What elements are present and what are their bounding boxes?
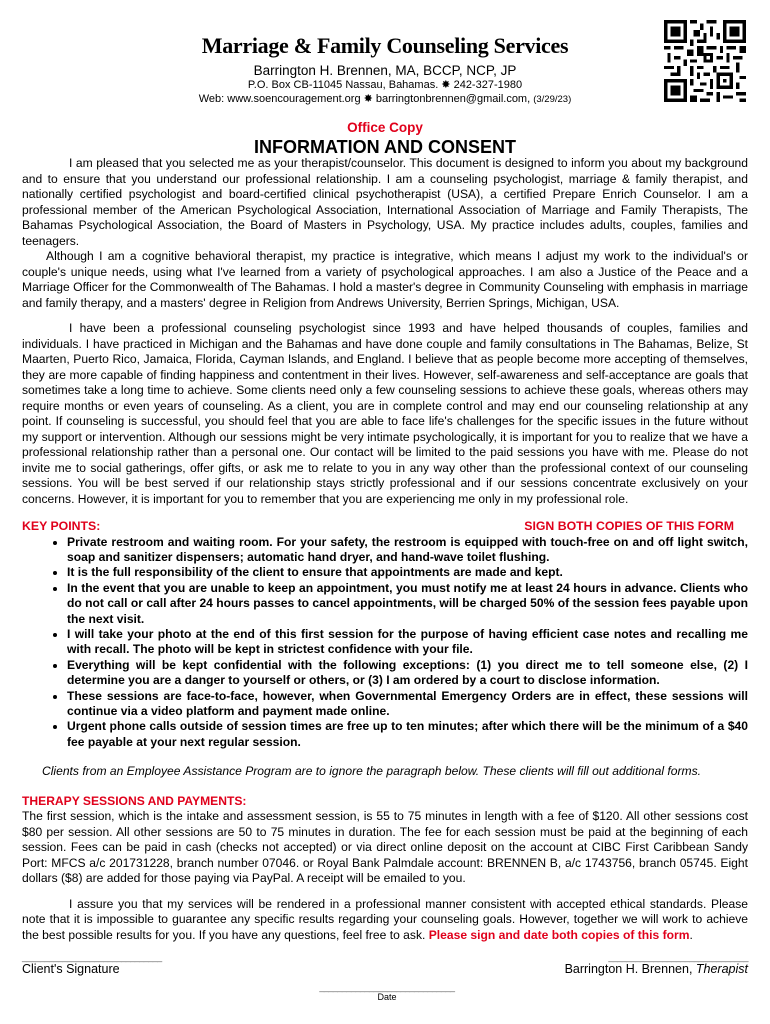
therapist-signature-label: [565, 962, 748, 976]
qr-code-icon: [664, 20, 746, 102]
closing-paragraph: [22, 897, 748, 944]
eap-note: Clients from an Employee Assistance Program are to ignore the paragraph below. These clients will fill out additional forms.: [42, 764, 701, 779]
list-item: • Private restroom and waiting room. For your safety, the restroom is equipped with touch-free on and off light switch, soap and sanitizer dispensers; automatic hand dryer, and hand-wave toilet flushing.: [67, 535, 748, 566]
client-signature-label: Client's Signature: [22, 962, 120, 976]
consent-form-page: [22, 0, 748, 1002]
list-item: • It is the full responsibility of the client to ensure that appointments are made and kept.: [67, 565, 748, 580]
date-label: Date: [377, 992, 397, 1002]
therapist-name: Barrington H. Brennen,: [564, 962, 696, 976]
list-item: • Urgent phone calls outside of session times are free up to ten minutes; after which there will be the minimum of a $40 fee payable at your next regular session.: [67, 719, 748, 750]
key-points-header: [22, 519, 748, 535]
intro-paragraph: I am pleased that you selected me as your therapist/counselor. This document is designed to inform you about my background and to ensure that you understand our professional relationship. I am a counseling psychologist, marriage & family therapist, and nationally certified psychologist and board-certified clinical psychotherapist (USA), a certified Prepare Enrich Counselor. I am a professional member of the American Psychological Association, International Association of Marriage and Family Therapists, The Bahamas Psychological Association, the Board of Masters in Psychology, USA. My practice includes adults, couples, families and teenagers.: [22, 156, 748, 248]
closing-emphasis: Please sign and date both copies of this form: [428, 927, 690, 942]
therapist-role: Therapist: [695, 962, 748, 976]
date-block[interactable]: [297, 982, 477, 1002]
experience-paragraph: I have been a professional counseling psychologist since 1993 and have helped thousands of couples, families and individuals. I have practiced in Michigan and the Bahamas and have done couple and family consultations in The Bahamas, Belize, St Maarten, Puerto Rico, Jamaica, Florida, Cayman Islands, and England. I believe that as people become more accepting of themselves, they are more capable of finding happiness and contentment in their lives. However, self-awareness and self-acceptance are goals that sometimes take a long time to achieve. Some clients need only a few counseling sessions to achieve these goals, whereas others may require months or even years of counseling. As a client, you are in complete control and may end our counseling relationship at any point. If counseling is successful, you should feel that you are able to face life's challenges for the specific issues in the future without my support or intervention. Although our sessions might be very intimate psychologically, it is important for you to realize that we have a professional relationship rather than a personal one. Our contact will be limited to the paid sessions you have with me. Please do not invite me to social gatherings, offer gifts, or ask me to relate to you in any way other than the professional context of our counseling sessions. You will be best served if our relationship stays strictly professional and if our sessions concentrate exclusively on your concerns. However, it is important for you to remember that you are experiencing me only in my professional role.: [22, 321, 748, 506]
list-item: • In the event that you are unable to keep an appointment, you must notify me at least 24 hours in advance. Clients who do not call or call after 24 hours passes to cancel appointments, will be charged 50% of the session fees payable upon the next visit.: [67, 581, 748, 627]
key-points-list: [22, 535, 748, 751]
client-signature-block[interactable]: [22, 952, 162, 976]
therapy-paragraph: The first session, which is the intake and assessment session, is 55 to 75 minutes in length with a fee of $120. All other sessions cost $80 per session. All other sessions are 50 to 75 minutes in duration. The fee for each session must be paid at the beginning of each session. Fees can be paid in cash (checks not accepted) or via direct online deposit on the account at CIBC First Caribbean Sandy Port: MFCS a/c 201731228, branch number 07046. or Royal Bank Palmdale account: BRENNEN B, a/c 1743756, branch 05745. Eight dollars ($8) are added for those paying via PayPal. A receipt will be emailed to you.: [22, 809, 748, 886]
web-line: [22, 92, 748, 105]
list-item: • These sessions are face-to-face, however, when Governmental Emergency Orders are in effect, these sessions will continue via a video platform and payment made online.: [67, 689, 748, 720]
letterhead: [22, 0, 748, 110]
therapist-signature-block[interactable]: [565, 952, 748, 976]
therapist-credentials: Barrington H. Brennen, MA, BCCP, NCP, JP: [253, 63, 517, 78]
therapy-heading: THERAPY SESSIONS AND PAYMENTS:: [22, 793, 247, 808]
revision-date: (3/29/23): [533, 94, 572, 105]
key-points-label: KEY POINTS:: [22, 519, 101, 533]
practice-paragraph: Although I am a cognitive behavioral therapist, my practice is integrative, which means I adjust my work to the individual's or couple's unique needs, using what I've learned from a variety of psychological approaches. I am also a Justice of the Peace and a Marriage Officer for the Commonwealth of The Bahamas. I hold a master's degree in Community Counseling with emphasis in marriage and family therapy, and a masters' degree in Religion from Andrews University, Berrien Springs, Michigan, USA.: [22, 249, 748, 310]
list-item: • Everything will be kept confidential with the following exceptions: (1) you direct me to tell someone else, (2) I determine you are a danger to yourself or others, or (3) I am ordered by a court to disclose information.: [67, 658, 748, 689]
office-copy-label: Office Copy: [347, 120, 423, 135]
document-heading: INFORMATION AND CONSENT: [254, 137, 516, 157]
web-contact: Web: www.soencouragement.org ✸ barringtonbrennen@gmail.com,: [198, 93, 534, 105]
list-item: • I will take your photo at the end of this first session for the purpose of having efficient case notes and recalling me with recall. The photo will be kept in strictest confidence with your file.: [67, 627, 748, 658]
closing-period: .: [689, 927, 693, 942]
address-line: P.O. Box CB-11045 Nassau, Bahamas. ✸ 242-327-1980: [247, 79, 523, 91]
therapist-signature-line: _______________________________: [608, 952, 748, 962]
signature-area: [22, 952, 748, 1012]
document-body: [22, 156, 748, 943]
org-title: Marriage & Family Counseling Services: [201, 33, 569, 58]
sign-both-copies-note: SIGN BOTH COPIES OF THIS FORM: [524, 519, 734, 533]
closing-text: I assure you that my services will be rendered in a professional manner consistent with accepted ethical standards. Please note that it is impossible to guarantee any specific results regarding your counseling goals. However, together we will work to achieve the best possible results for you. If you have any questions, feel free to ask.: [22, 896, 748, 942]
date-line: ______________________________: [319, 982, 455, 992]
client-signature-line: _______________________________: [22, 952, 162, 962]
